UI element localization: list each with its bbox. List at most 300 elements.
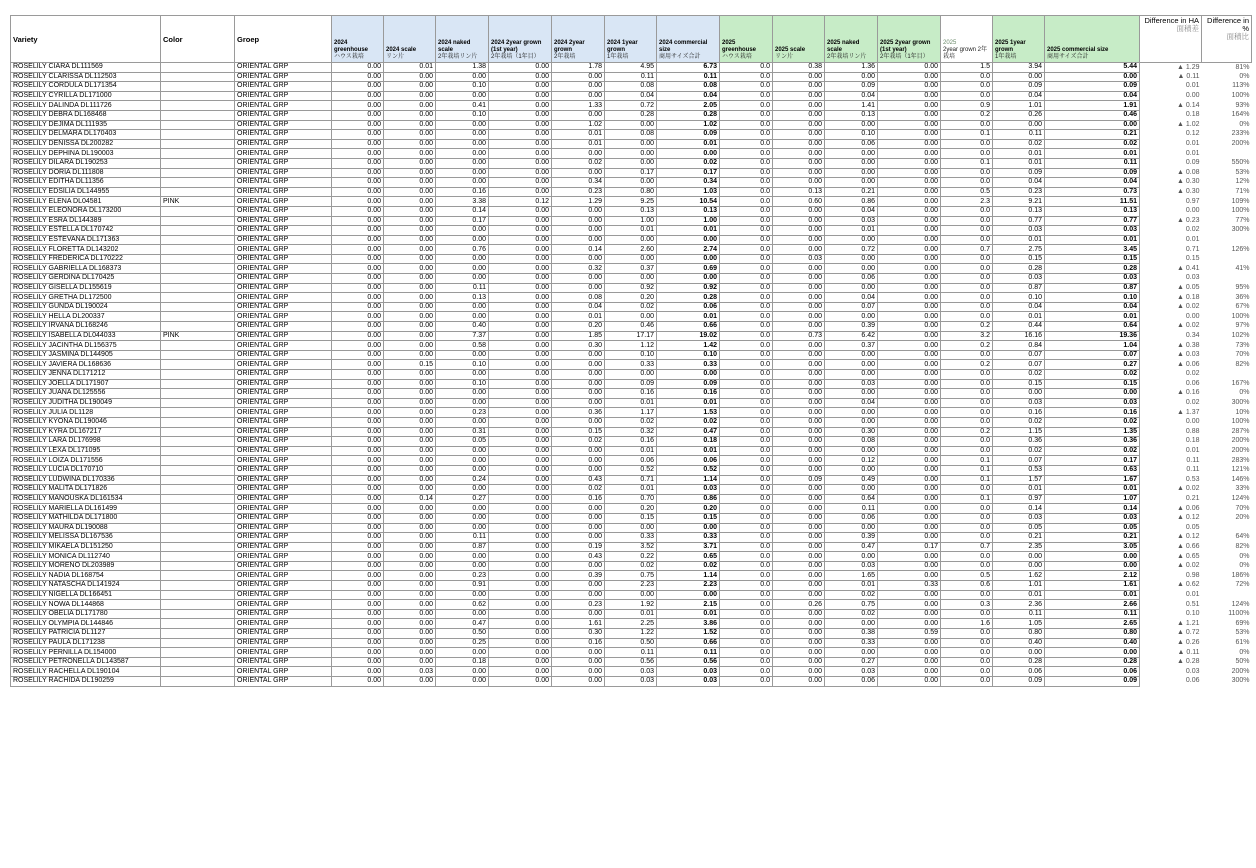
value-2025-cell[interactable]: 0.00 bbox=[878, 254, 941, 264]
color-cell[interactable] bbox=[161, 206, 235, 216]
value-2025-cell[interactable]: 2.3 bbox=[941, 197, 993, 207]
difference-ha-cell[interactable]: ▲ 0.05 bbox=[1177, 283, 1200, 291]
value-2024-cell[interactable]: 0.00 bbox=[552, 283, 605, 293]
value-2024-cell[interactable]: 0.00 bbox=[384, 82, 436, 92]
value-2025-cell[interactable]: 0.0 bbox=[720, 370, 773, 380]
difference-ha-cell[interactable]: ▲ 0.02 bbox=[1177, 485, 1200, 493]
value-2025-cell[interactable]: 0.2 bbox=[941, 322, 993, 332]
table-row[interactable] bbox=[11, 437, 1252, 447]
value-2024-cell[interactable]: 0.00 bbox=[552, 456, 605, 466]
color-cell[interactable] bbox=[161, 561, 235, 571]
value-2025-cell[interactable]: 0.09 bbox=[993, 168, 1045, 178]
value-2024-cell[interactable]: 0.00 bbox=[332, 657, 384, 667]
groep-cell[interactable]: ORIENTAL GRP bbox=[235, 408, 332, 418]
value-2025-cell[interactable]: 0.03 bbox=[773, 254, 825, 264]
value-2025-cell[interactable]: 0.14 bbox=[993, 504, 1045, 514]
groep-cell[interactable]: ORIENTAL GRP bbox=[235, 302, 332, 312]
difference-ha-cell[interactable]: ▲ 0.02 bbox=[1177, 562, 1200, 570]
value-2025-cell[interactable]: 0.0 bbox=[720, 581, 773, 591]
column-header-2025-2year-grown[interactable] bbox=[941, 16, 993, 63]
value-2025-cell[interactable]: 0.00 bbox=[878, 120, 941, 130]
variety-cell[interactable]: ROSELILY MANOUSKA DL161534 bbox=[11, 494, 161, 504]
difference-pct-cell[interactable]: 82% bbox=[1235, 542, 1250, 550]
value-2025-cell[interactable]: 0.0 bbox=[720, 408, 773, 418]
difference-ha-cell[interactable]: 0.01 bbox=[1185, 235, 1200, 243]
value-2025-cell[interactable]: 0.00 bbox=[878, 293, 941, 303]
difference-ha-cell[interactable]: 0.02 bbox=[1185, 399, 1200, 407]
value-2025-cell[interactable]: 0.2 bbox=[941, 110, 993, 120]
value-2025-cell[interactable]: 0.00 bbox=[825, 235, 878, 245]
difference-ha-cell[interactable]: 0.88 bbox=[1185, 427, 1200, 435]
value-2024-cell[interactable]: 0.00 bbox=[552, 72, 605, 82]
value-2024-cell[interactable]: 0.00 bbox=[332, 235, 384, 245]
value-2025-cell[interactable]: 0.0 bbox=[720, 274, 773, 284]
value-2024-cell[interactable]: 0.00 bbox=[436, 264, 489, 274]
difference-ha-cell[interactable]: 0.51 bbox=[1185, 600, 1200, 608]
value-2024-cell[interactable]: 0.00 bbox=[332, 389, 384, 399]
value-2025-cell[interactable]: 0.00 bbox=[878, 389, 941, 399]
value-2024-cell[interactable]: 0.00 bbox=[436, 552, 489, 562]
value-2025-cell[interactable]: 0.0 bbox=[941, 302, 993, 312]
difference-ha-cell[interactable]: 0.05 bbox=[1185, 523, 1200, 531]
value-2025-cell[interactable]: 0.0 bbox=[720, 302, 773, 312]
difference-pct-cell[interactable]: 186% bbox=[1231, 571, 1250, 579]
color-cell[interactable] bbox=[161, 274, 235, 284]
value-2024-cell[interactable]: 0.00 bbox=[332, 427, 384, 437]
difference-pct-cell[interactable]: 71% bbox=[1235, 188, 1250, 196]
value-2025-cell[interactable]: 0.0 bbox=[941, 638, 993, 648]
value-2024-cell[interactable]: 0.00 bbox=[384, 417, 436, 427]
difference-pct-cell[interactable]: 233% bbox=[1231, 130, 1250, 138]
value-2024-cell[interactable]: 0.00 bbox=[552, 523, 605, 533]
value-2025-cell[interactable]: 0.27 bbox=[1045, 360, 1140, 370]
value-2024-cell[interactable]: 0.00 bbox=[552, 206, 605, 216]
value-2025-cell[interactable]: 0.1 bbox=[941, 456, 993, 466]
value-2025-cell[interactable]: 0.00 bbox=[773, 226, 825, 236]
difference-pct-cell[interactable]: 283% bbox=[1231, 456, 1250, 464]
value-2025-cell[interactable]: 0.1 bbox=[941, 494, 993, 504]
value-2024-cell[interactable]: 0.00 bbox=[552, 149, 605, 159]
value-2024-cell[interactable]: 0.65 bbox=[657, 552, 720, 562]
value-2024-cell[interactable]: 0.00 bbox=[489, 206, 552, 216]
groep-cell[interactable]: ORIENTAL GRP bbox=[235, 571, 332, 581]
value-2024-cell[interactable]: 0.00 bbox=[332, 274, 384, 284]
value-2024-cell[interactable]: 0.00 bbox=[552, 254, 605, 264]
value-2024-cell[interactable]: 0.20 bbox=[605, 293, 657, 303]
groep-cell[interactable]: ORIENTAL GRP bbox=[235, 494, 332, 504]
value-2024-cell[interactable]: 0.41 bbox=[436, 101, 489, 111]
value-2025-cell[interactable]: 0.0 bbox=[720, 187, 773, 197]
value-2024-cell[interactable]: 0.00 bbox=[384, 245, 436, 255]
value-2024-cell[interactable]: 0.00 bbox=[489, 178, 552, 188]
value-2025-cell[interactable]: 0.00 bbox=[773, 91, 825, 101]
variety-cell[interactable]: ROSELILY CYRILLA DL171000 bbox=[11, 91, 161, 101]
value-2024-cell[interactable]: 0.00 bbox=[489, 254, 552, 264]
value-2024-cell[interactable]: 0.13 bbox=[657, 206, 720, 216]
value-2024-cell[interactable]: 0.00 bbox=[552, 513, 605, 523]
value-2024-cell[interactable]: 0.00 bbox=[332, 120, 384, 130]
value-2025-cell[interactable]: 0.0 bbox=[941, 417, 993, 427]
difference-pct-cell[interactable]: 82% bbox=[1235, 360, 1250, 368]
color-cell[interactable] bbox=[161, 456, 235, 466]
value-2024-cell[interactable]: 0.00 bbox=[489, 552, 552, 562]
groep-cell[interactable]: ORIENTAL GRP bbox=[235, 283, 332, 293]
value-2024-cell[interactable]: 0.00 bbox=[332, 82, 384, 92]
value-2024-cell[interactable]: 0.00 bbox=[489, 571, 552, 581]
value-2025-cell[interactable]: 0.00 bbox=[878, 446, 941, 456]
difference-ha-cell[interactable]: ▲ 1.29 bbox=[1177, 63, 1200, 71]
value-2025-cell[interactable]: 0.08 bbox=[825, 437, 878, 447]
difference-ha-cell[interactable]: ▲ 0.02 bbox=[1177, 303, 1200, 311]
value-2024-cell[interactable]: 0.00 bbox=[605, 235, 657, 245]
value-2025-cell[interactable]: 0.00 bbox=[825, 465, 878, 475]
groep-cell[interactable]: ORIENTAL GRP bbox=[235, 581, 332, 591]
value-2024-cell[interactable]: 0.00 bbox=[489, 360, 552, 370]
value-2025-cell[interactable]: 0.00 bbox=[878, 302, 941, 312]
color-cell[interactable] bbox=[161, 149, 235, 159]
table-row[interactable] bbox=[11, 168, 1252, 178]
value-2025-cell[interactable]: 0.00 bbox=[878, 130, 941, 140]
value-2025-cell[interactable]: 0.00 bbox=[773, 437, 825, 447]
value-2025-cell[interactable]: 0.00 bbox=[825, 485, 878, 495]
difference-ha-cell[interactable]: ▲ 0.16 bbox=[1177, 389, 1200, 397]
value-2025-cell[interactable]: 0.02 bbox=[1045, 370, 1140, 380]
value-2024-cell[interactable]: 0.03 bbox=[605, 677, 657, 687]
value-2025-cell[interactable]: 2.66 bbox=[1045, 600, 1140, 610]
variety-cell[interactable]: ROSELILY ELENA DL04581 bbox=[11, 197, 161, 207]
value-2024-cell[interactable]: 0.00 bbox=[332, 552, 384, 562]
value-2025-cell[interactable]: 0.26 bbox=[773, 600, 825, 610]
difference-ha-cell[interactable]: ▲ 0.23 bbox=[1177, 216, 1200, 224]
value-2024-cell[interactable]: 0.00 bbox=[384, 485, 436, 495]
value-2025-cell[interactable]: 0.0 bbox=[720, 475, 773, 485]
value-2025-cell[interactable]: 0.00 bbox=[773, 216, 825, 226]
value-2024-cell[interactable]: 0.00 bbox=[489, 350, 552, 360]
value-2025-cell[interactable]: 0.00 bbox=[773, 283, 825, 293]
value-2025-cell[interactable]: 0.0 bbox=[720, 110, 773, 120]
table-row[interactable] bbox=[11, 485, 1252, 495]
value-2025-cell[interactable]: 0.33 bbox=[825, 638, 878, 648]
value-2024-cell[interactable]: 0.00 bbox=[332, 408, 384, 418]
value-2025-cell[interactable]: 0.00 bbox=[1045, 120, 1140, 130]
value-2025-cell[interactable]: 0.0 bbox=[941, 446, 993, 456]
value-2025-cell[interactable]: 0.00 bbox=[878, 139, 941, 149]
difference-pct-cell[interactable] bbox=[1202, 254, 1252, 264]
value-2024-cell[interactable]: 0.00 bbox=[552, 379, 605, 389]
value-2024-cell[interactable]: 0.00 bbox=[489, 504, 552, 514]
value-2025-cell[interactable]: 0.0 bbox=[941, 178, 993, 188]
value-2024-cell[interactable]: 0.00 bbox=[384, 427, 436, 437]
value-2024-cell[interactable]: 6.73 bbox=[657, 63, 720, 73]
difference-ha-cell[interactable]: 0.09 bbox=[1185, 159, 1200, 167]
difference-ha-cell[interactable]: 0.00 bbox=[1185, 92, 1200, 100]
column-header-2024-2year-grown[interactable] bbox=[552, 16, 605, 63]
variety-cell[interactable]: ROSELILY KYONA DL190046 bbox=[11, 417, 161, 427]
value-2025-cell[interactable]: 0.02 bbox=[1045, 139, 1140, 149]
value-2024-cell[interactable]: 1.00 bbox=[605, 216, 657, 226]
value-2025-cell[interactable]: 0.21 bbox=[825, 187, 878, 197]
value-2025-cell[interactable]: 0.6 bbox=[941, 581, 993, 591]
value-2024-cell[interactable]: 0.03 bbox=[657, 485, 720, 495]
groep-cell[interactable]: ORIENTAL GRP bbox=[235, 82, 332, 92]
value-2024-cell[interactable]: 2.23 bbox=[657, 581, 720, 591]
value-2025-cell[interactable]: 0.0 bbox=[720, 590, 773, 600]
value-2025-cell[interactable]: 0.0 bbox=[941, 216, 993, 226]
variety-cell[interactable]: ROSELILY FLORETTA DL143202 bbox=[11, 245, 161, 255]
value-2025-cell[interactable]: 1.41 bbox=[825, 101, 878, 111]
difference-pct-cell[interactable]: 200% bbox=[1231, 667, 1250, 675]
table-row[interactable] bbox=[11, 101, 1252, 111]
value-2024-cell[interactable]: 0.10 bbox=[436, 82, 489, 92]
value-2024-cell[interactable]: 0.00 bbox=[332, 446, 384, 456]
value-2024-cell[interactable]: 0.00 bbox=[332, 254, 384, 264]
color-cell[interactable] bbox=[161, 667, 235, 677]
value-2025-cell[interactable]: 0.00 bbox=[773, 494, 825, 504]
value-2024-cell[interactable]: 0.86 bbox=[657, 494, 720, 504]
column-header-variety[interactable] bbox=[11, 16, 161, 63]
value-2025-cell[interactable]: 0.00 bbox=[773, 657, 825, 667]
value-2025-cell[interactable]: 0.00 bbox=[878, 427, 941, 437]
value-2024-cell[interactable]: 0.00 bbox=[552, 561, 605, 571]
value-2024-cell[interactable]: 0.34 bbox=[552, 178, 605, 188]
value-2024-cell[interactable]: 0.00 bbox=[384, 322, 436, 332]
value-2024-cell[interactable]: 0.00 bbox=[489, 465, 552, 475]
value-2025-cell[interactable]: 0.00 bbox=[773, 446, 825, 456]
groep-cell[interactable]: ORIENTAL GRP bbox=[235, 110, 332, 120]
value-2024-cell[interactable]: 0.72 bbox=[605, 101, 657, 111]
value-2024-cell[interactable]: 0.00 bbox=[552, 648, 605, 658]
difference-ha-cell[interactable]: ▲ 0.66 bbox=[1177, 542, 1200, 550]
value-2024-cell[interactable]: 0.00 bbox=[436, 130, 489, 140]
value-2024-cell[interactable]: 0.00 bbox=[332, 360, 384, 370]
value-2025-cell[interactable]: 0.02 bbox=[1045, 417, 1140, 427]
value-2024-cell[interactable]: 0.00 bbox=[489, 485, 552, 495]
value-2025-cell[interactable]: 0.84 bbox=[993, 341, 1045, 351]
value-2024-cell[interactable]: 0.00 bbox=[552, 226, 605, 236]
value-2025-cell[interactable]: 0.39 bbox=[825, 322, 878, 332]
value-2024-cell[interactable]: 0.00 bbox=[436, 446, 489, 456]
value-2024-cell[interactable]: 7.37 bbox=[436, 331, 489, 341]
value-2025-cell[interactable]: 0.00 bbox=[878, 110, 941, 120]
value-2025-cell[interactable]: 0.00 bbox=[825, 178, 878, 188]
value-2024-cell[interactable]: 0.00 bbox=[436, 398, 489, 408]
difference-ha-cell[interactable]: 0.00 bbox=[1185, 312, 1200, 320]
groep-cell[interactable]: ORIENTAL GRP bbox=[235, 446, 332, 456]
color-cell[interactable] bbox=[161, 389, 235, 399]
difference-ha-cell[interactable]: 0.98 bbox=[1185, 571, 1200, 579]
difference-ha-cell[interactable]: 0.18 bbox=[1185, 437, 1200, 445]
value-2025-cell[interactable]: 0.33 bbox=[878, 581, 941, 591]
value-2024-cell[interactable]: 0.00 bbox=[384, 216, 436, 226]
value-2025-cell[interactable]: 0.0 bbox=[720, 245, 773, 255]
value-2024-cell[interactable]: 0.01 bbox=[605, 398, 657, 408]
value-2025-cell[interactable]: 0.11 bbox=[1045, 609, 1140, 619]
difference-ha-cell[interactable]: ▲ 0.28 bbox=[1177, 658, 1200, 666]
value-2024-cell[interactable]: 0.04 bbox=[605, 91, 657, 101]
difference-pct-cell[interactable]: 73% bbox=[1235, 341, 1250, 349]
value-2025-cell[interactable]: 0.0 bbox=[720, 341, 773, 351]
value-2024-cell[interactable]: 0.00 bbox=[657, 254, 720, 264]
groep-cell[interactable]: ORIENTAL GRP bbox=[235, 523, 332, 533]
value-2024-cell[interactable]: 0.00 bbox=[489, 437, 552, 447]
difference-ha-cell[interactable]: ▲ 0.12 bbox=[1177, 533, 1200, 541]
value-2024-cell[interactable]: 0.15 bbox=[552, 427, 605, 437]
value-2024-cell[interactable]: 0.00 bbox=[332, 648, 384, 658]
value-2025-cell[interactable]: 0.00 bbox=[878, 63, 941, 73]
difference-ha-cell[interactable]: ▲ 0.41 bbox=[1177, 264, 1200, 272]
value-2025-cell[interactable]: 0.23 bbox=[993, 187, 1045, 197]
value-2024-cell[interactable]: 0.00 bbox=[489, 389, 552, 399]
value-2025-cell[interactable]: 0.06 bbox=[1045, 667, 1140, 677]
color-cell[interactable] bbox=[161, 437, 235, 447]
groep-cell[interactable]: ORIENTAL GRP bbox=[235, 168, 332, 178]
value-2025-cell[interactable]: 0.0 bbox=[720, 312, 773, 322]
value-2024-cell[interactable]: 0.10 bbox=[436, 360, 489, 370]
color-cell[interactable]: PINK bbox=[161, 197, 235, 207]
groep-cell[interactable]: ORIENTAL GRP bbox=[235, 178, 332, 188]
variety-cell[interactable]: ROSELILY MALITA DL171826 bbox=[11, 485, 161, 495]
value-2025-cell[interactable]: 0.00 bbox=[878, 274, 941, 284]
value-2024-cell[interactable]: 0.50 bbox=[605, 638, 657, 648]
value-2024-cell[interactable]: 0.01 bbox=[657, 312, 720, 322]
value-2025-cell[interactable]: 0.11 bbox=[825, 504, 878, 514]
value-2024-cell[interactable]: 2.74 bbox=[657, 245, 720, 255]
table-row[interactable] bbox=[11, 417, 1252, 427]
value-2024-cell[interactable]: 0.00 bbox=[384, 465, 436, 475]
value-2024-cell[interactable]: 0.14 bbox=[552, 245, 605, 255]
value-2024-cell[interactable]: 0.00 bbox=[657, 149, 720, 159]
value-2024-cell[interactable]: 0.00 bbox=[332, 494, 384, 504]
value-2024-cell[interactable]: 0.43 bbox=[552, 552, 605, 562]
variety-cell[interactable]: ROSELILY GISELLA DL155619 bbox=[11, 283, 161, 293]
value-2025-cell[interactable]: 0.77 bbox=[1045, 216, 1140, 226]
value-2025-cell[interactable]: 0.0 bbox=[720, 677, 773, 687]
color-cell[interactable] bbox=[161, 408, 235, 418]
value-2024-cell[interactable]: 0.00 bbox=[489, 293, 552, 303]
value-2024-cell[interactable]: 0.00 bbox=[384, 638, 436, 648]
value-2024-cell[interactable]: 0.00 bbox=[436, 513, 489, 523]
value-2024-cell[interactable]: 0.00 bbox=[657, 235, 720, 245]
value-2025-cell[interactable]: 0.00 bbox=[878, 91, 941, 101]
value-2025-cell[interactable]: 0.11 bbox=[993, 609, 1045, 619]
value-2024-cell[interactable]: 0.17 bbox=[436, 216, 489, 226]
value-2024-cell[interactable]: 0.00 bbox=[384, 513, 436, 523]
table-row[interactable] bbox=[11, 254, 1252, 264]
groep-cell[interactable]: ORIENTAL GRP bbox=[235, 158, 332, 168]
value-2025-cell[interactable]: 1.6 bbox=[941, 619, 993, 629]
value-2024-cell[interactable]: 0.00 bbox=[552, 360, 605, 370]
value-2025-cell[interactable]: 0.00 bbox=[773, 139, 825, 149]
groep-cell[interactable]: ORIENTAL GRP bbox=[235, 609, 332, 619]
value-2024-cell[interactable]: 0.00 bbox=[489, 667, 552, 677]
value-2025-cell[interactable]: 0.07 bbox=[993, 456, 1045, 466]
value-2024-cell[interactable]: 0.00 bbox=[332, 216, 384, 226]
variety-cell[interactable]: ROSELILY PATRICIA DL1127 bbox=[11, 629, 161, 639]
value-2025-cell[interactable]: 0.00 bbox=[878, 619, 941, 629]
value-2024-cell[interactable]: 0.00 bbox=[384, 72, 436, 82]
value-2024-cell[interactable]: 1.61 bbox=[552, 619, 605, 629]
value-2025-cell[interactable]: 1.01 bbox=[993, 101, 1045, 111]
value-2025-cell[interactable]: 1.5 bbox=[941, 63, 993, 73]
value-2025-cell[interactable]: 0.00 bbox=[773, 206, 825, 216]
table-row[interactable] bbox=[11, 216, 1252, 226]
value-2025-cell[interactable]: 0.00 bbox=[878, 322, 941, 332]
value-2024-cell[interactable]: 0.02 bbox=[657, 158, 720, 168]
color-cell[interactable] bbox=[161, 168, 235, 178]
groep-cell[interactable]: ORIENTAL GRP bbox=[235, 417, 332, 427]
value-2025-cell[interactable]: 0.0 bbox=[941, 350, 993, 360]
variety-cell[interactable]: ROSELILY PAULA DL171238 bbox=[11, 638, 161, 648]
value-2024-cell[interactable]: 0.00 bbox=[332, 168, 384, 178]
value-2024-cell[interactable]: 0.00 bbox=[657, 590, 720, 600]
table-row[interactable] bbox=[11, 206, 1252, 216]
value-2025-cell[interactable]: 0.64 bbox=[1045, 322, 1140, 332]
value-2024-cell[interactable]: 0.00 bbox=[489, 110, 552, 120]
table-row[interactable] bbox=[11, 82, 1252, 92]
color-cell[interactable] bbox=[161, 609, 235, 619]
value-2025-cell[interactable]: 0.00 bbox=[993, 72, 1045, 82]
value-2024-cell[interactable]: 0.56 bbox=[605, 657, 657, 667]
variety-cell[interactable]: ROSELILY MARIELLA DL161499 bbox=[11, 504, 161, 514]
value-2024-cell[interactable]: 0.00 bbox=[489, 370, 552, 380]
value-2024-cell[interactable]: 0.00 bbox=[332, 312, 384, 322]
value-2024-cell[interactable]: 0.32 bbox=[605, 427, 657, 437]
difference-pct-cell[interactable]: 550% bbox=[1231, 159, 1250, 167]
value-2025-cell[interactable]: 0.01 bbox=[993, 590, 1045, 600]
value-2025-cell[interactable]: 0.00 bbox=[1045, 648, 1140, 658]
value-2024-cell[interactable]: 0.00 bbox=[489, 158, 552, 168]
value-2024-cell[interactable]: 0.37 bbox=[605, 264, 657, 274]
difference-ha-cell[interactable]: 0.06 bbox=[1185, 677, 1200, 685]
value-2025-cell[interactable]: 0.73 bbox=[773, 331, 825, 341]
value-2024-cell[interactable]: 0.00 bbox=[332, 581, 384, 591]
color-cell[interactable] bbox=[161, 110, 235, 120]
value-2025-cell[interactable]: 0.0 bbox=[941, 235, 993, 245]
table-row[interactable] bbox=[11, 629, 1252, 639]
column-header-color[interactable] bbox=[161, 16, 235, 63]
value-2025-cell[interactable]: 0.02 bbox=[825, 609, 878, 619]
value-2025-cell[interactable]: 0.07 bbox=[1045, 350, 1140, 360]
value-2025-cell[interactable]: 0.13 bbox=[1045, 206, 1140, 216]
value-2025-cell[interactable]: 0.01 bbox=[993, 235, 1045, 245]
value-2024-cell[interactable]: 0.20 bbox=[552, 322, 605, 332]
value-2025-cell[interactable]: 0.13 bbox=[773, 187, 825, 197]
color-cell[interactable] bbox=[161, 235, 235, 245]
value-2025-cell[interactable]: 0.5 bbox=[941, 187, 993, 197]
variety-cell[interactable]: ROSELILY DALINDA DL111726 bbox=[11, 101, 161, 111]
value-2025-cell[interactable]: 0.00 bbox=[773, 82, 825, 92]
value-2025-cell[interactable]: 0.0 bbox=[941, 274, 993, 284]
value-2025-cell[interactable]: 0.00 bbox=[773, 360, 825, 370]
value-2025-cell[interactable]: 0.0 bbox=[720, 350, 773, 360]
color-cell[interactable] bbox=[161, 417, 235, 427]
table-row[interactable] bbox=[11, 619, 1252, 629]
value-2025-cell[interactable]: 0.00 bbox=[878, 168, 941, 178]
variety-cell[interactable]: ROSELILY DEJIMA DL111935 bbox=[11, 120, 161, 130]
difference-ha-cell[interactable]: 0.12 bbox=[1185, 130, 1200, 138]
value-2024-cell[interactable]: 0.00 bbox=[332, 619, 384, 629]
value-2025-cell[interactable]: 0.00 bbox=[825, 312, 878, 322]
variety-cell[interactable]: ROSELILY ESTEVANA DL171363 bbox=[11, 235, 161, 245]
value-2025-cell[interactable]: 0.0 bbox=[720, 619, 773, 629]
column-header-2025-1year-grown[interactable] bbox=[993, 16, 1045, 63]
difference-ha-cell[interactable]: 0.06 bbox=[1185, 379, 1200, 387]
groep-cell[interactable]: ORIENTAL GRP bbox=[235, 600, 332, 610]
difference-pct-cell[interactable]: 64% bbox=[1235, 533, 1250, 541]
difference-ha-cell[interactable]: 0.02 bbox=[1185, 226, 1200, 234]
difference-ha-cell[interactable]: ▲ 1.02 bbox=[1177, 120, 1200, 128]
variety-cell[interactable]: ROSELILY OLYMPIA DL144846 bbox=[11, 619, 161, 629]
